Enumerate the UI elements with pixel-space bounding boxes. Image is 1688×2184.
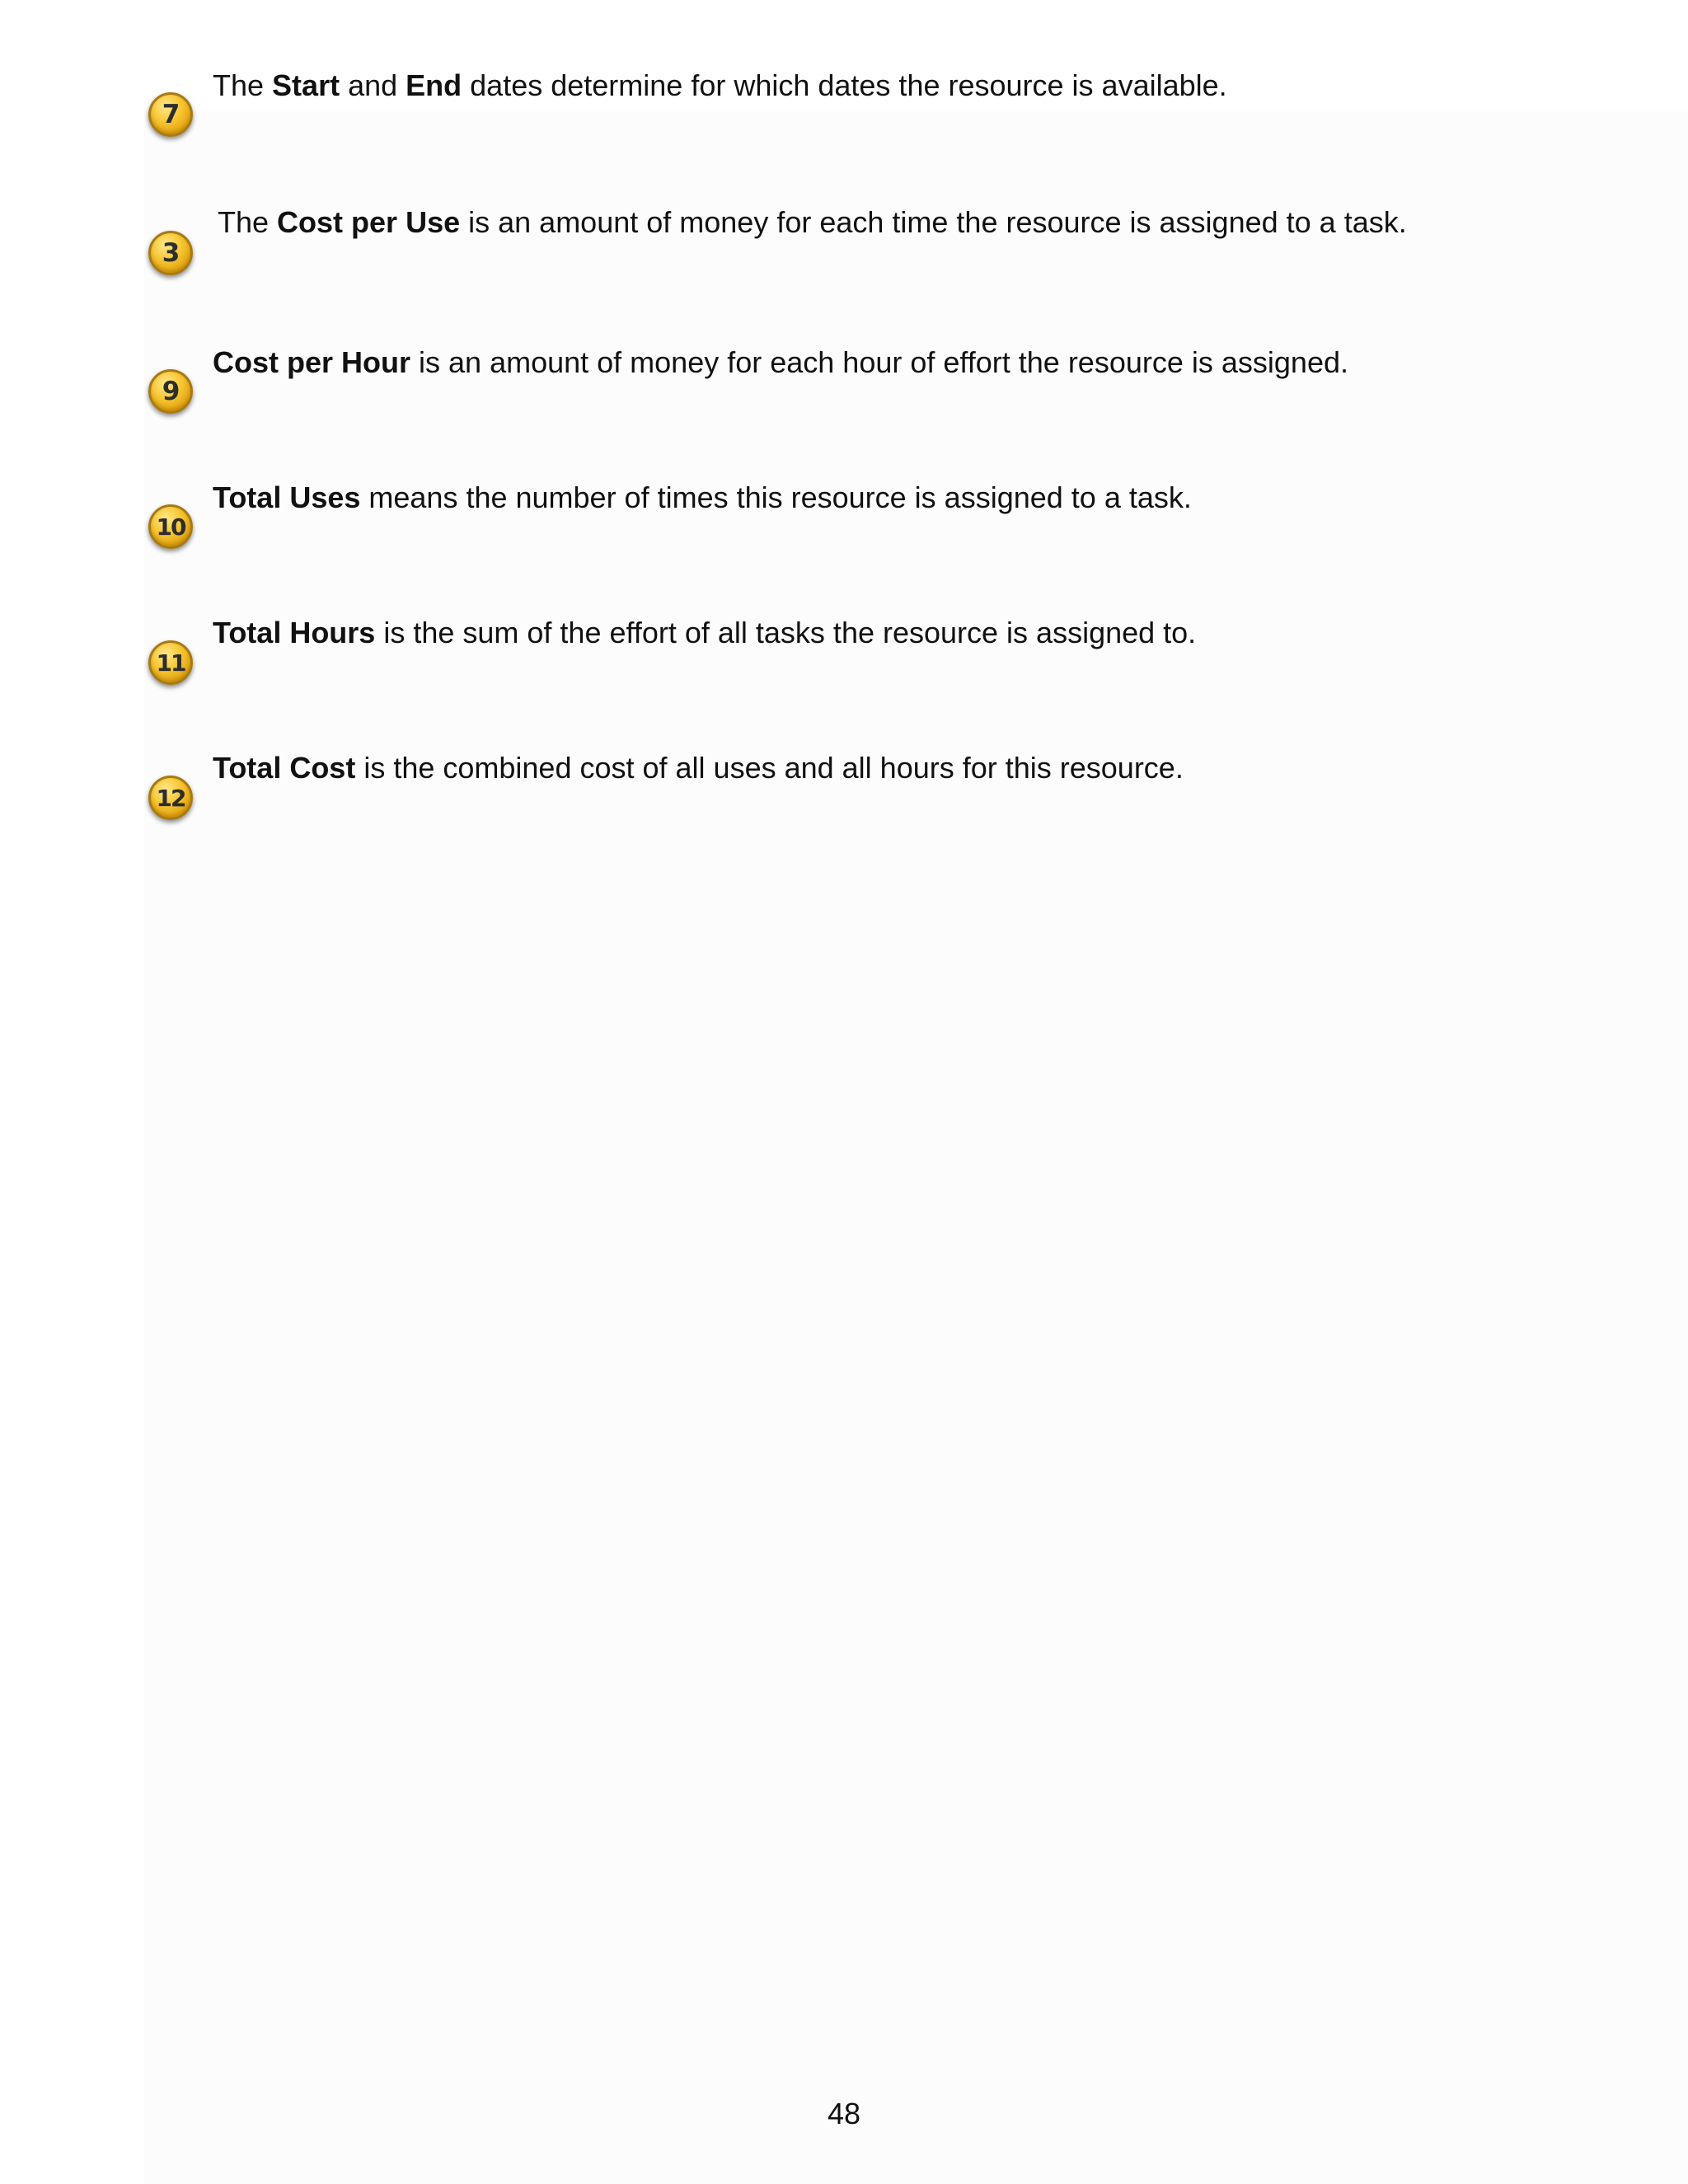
description-text: is the combined cost of all uses and all hours for this resource. bbox=[355, 751, 1184, 785]
page-background-panel bbox=[144, 111, 1688, 2184]
callout-description bbox=[213, 344, 1348, 381]
callout-number-badge: 9 bbox=[148, 369, 193, 414]
callout-description bbox=[213, 480, 1192, 516]
bold-term: Total Uses bbox=[213, 480, 361, 514]
callout-description bbox=[218, 204, 1407, 241]
description-text: is an amount of money for each hour of effort the resource is assigned. bbox=[410, 345, 1348, 379]
bold-term: Start bbox=[272, 68, 340, 102]
bold-term: Cost per Hour bbox=[213, 345, 411, 379]
description-text: and bbox=[340, 68, 406, 102]
callout-number-badge: 12 bbox=[148, 776, 193, 820]
callout-description bbox=[213, 615, 1196, 651]
callout-number-badge: 3 bbox=[148, 231, 193, 275]
callout-description bbox=[213, 750, 1184, 786]
callout-number-badge: 7 bbox=[148, 92, 193, 137]
bold-term: Total Cost bbox=[213, 751, 356, 785]
description-text: dates determine for which dates the resource is available. bbox=[462, 68, 1227, 102]
description-text: The bbox=[213, 68, 273, 102]
callout-number-badge: 11 bbox=[148, 640, 193, 685]
description-text: is an amount of money for each time the resource is assigned to a task. bbox=[460, 205, 1407, 239]
bold-term: Total Hours bbox=[213, 616, 376, 649]
description-text: is the sum of the effort of all tasks the resource is assigned to. bbox=[375, 616, 1197, 649]
description-text: The bbox=[218, 205, 278, 239]
page-number: 48 bbox=[827, 2097, 861, 2130]
bold-term: Cost per Use bbox=[277, 205, 461, 239]
callout-number-badge: 10 bbox=[148, 504, 193, 549]
bold-term: End bbox=[406, 68, 462, 102]
description-text: means the number of times this resource is assigned to a task. bbox=[360, 480, 1192, 514]
